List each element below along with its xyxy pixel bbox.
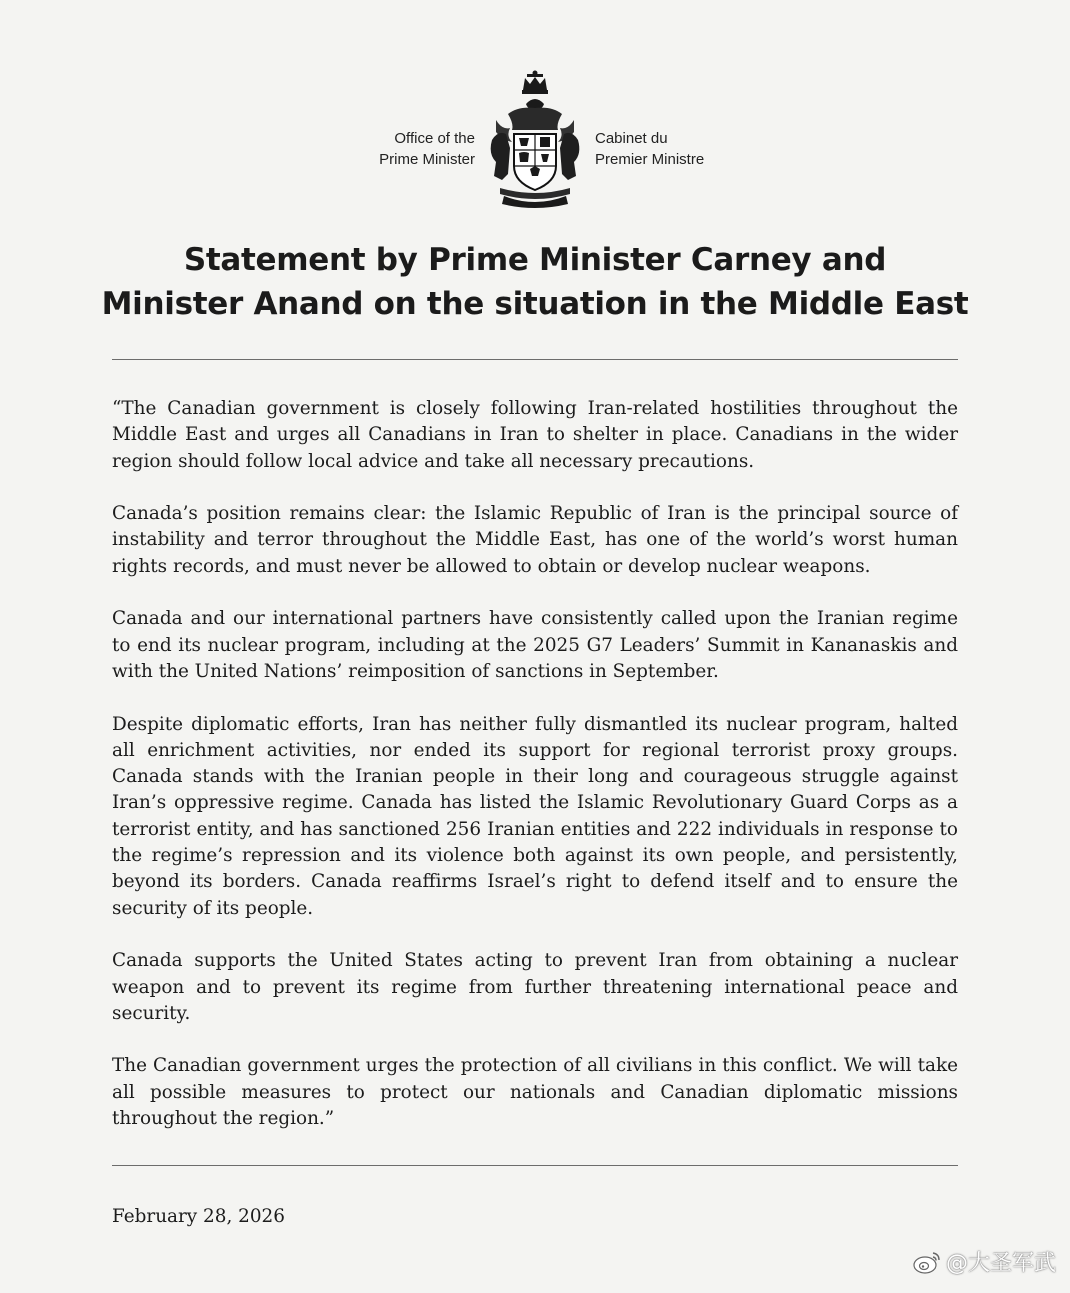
letterhead xyxy=(0,70,1070,220)
paragraph-3: Canada and our international partners have consistently called upon the Iranian regime to end its nuclear program, including at the 2025 G7 Leaders’ Summit in Kananaskis and with the United Nations’ reimposition of sanctions in September. xyxy=(112,608,958,682)
weibo-icon xyxy=(912,1249,942,1275)
office-name-en xyxy=(379,128,475,170)
office-name-fr-line2: Premier Ministre xyxy=(595,151,705,168)
office-name-fr xyxy=(595,128,704,170)
watermark xyxy=(912,1246,1056,1277)
paragraph-5: Canada supports the United States acting to prevent Iran from obtaining a nuclear weapon and to prevent its regime from further threatening international peace and security. xyxy=(112,950,958,1024)
paragraph-4: Despite diplomatic efforts, Iran has neither fully dismantled its nuclear program, halted all enrichment activities, nor ended its support for regional terrorist proxy groups. Canada stands with the Iranian people in their long and courageous struggle against Iran’s oppressive regime. Canada has listed the Islamic Revolutionary Guard Corps as a terrorist entity, and has sanctioned 256 Iranian entities and 222 individuals in response to the regime’s repression and its violence both against its own people, and persistently, beyond its borders. Canada reaffirms Israel’s right to defend itself and to ensure the security of its people. xyxy=(112,713,958,919)
canada-coat-of-arms-icon xyxy=(486,70,584,210)
statement-date: February 28, 2026 xyxy=(112,1206,285,1227)
paragraph-1: “The Canadian government is closely following Iran-related hostilities throughout the Middle East and urges all Canadians in Iran to shelter in place. Canadians in the wider region should follow local advice and take all necessary precautions. xyxy=(112,398,958,472)
top-divider xyxy=(112,359,958,360)
statement-title-line1: Statement by Prime Minister Carney and xyxy=(183,242,887,278)
office-name-en-line2: Prime Minister xyxy=(379,151,475,168)
office-name-fr-line1: Cabinet du xyxy=(595,130,668,147)
statement-body xyxy=(112,396,958,1159)
paragraph-6: The Canadian government urges the protection of all civilians in this conflict. We will take all possible measures to protect our nationals and Canadian diplomatic missions throughout the region.” xyxy=(112,1055,958,1130)
office-name-en-line1: Office of the xyxy=(394,130,475,147)
paragraph-2: Canada’s position remains clear: the Islamic Republic of Iran is the principal source of instability and terror throughout the Middle East, has one of the world’s worst human rights records, and must never be allowed to obtain or develop nuclear weapons. xyxy=(112,503,958,577)
bottom-divider xyxy=(112,1165,958,1166)
statement-title-line2: Minister Anand on the situation in the Middle East xyxy=(101,286,969,322)
statement-title xyxy=(60,238,1010,326)
watermark-text: @大圣军武 xyxy=(945,1251,1056,1276)
